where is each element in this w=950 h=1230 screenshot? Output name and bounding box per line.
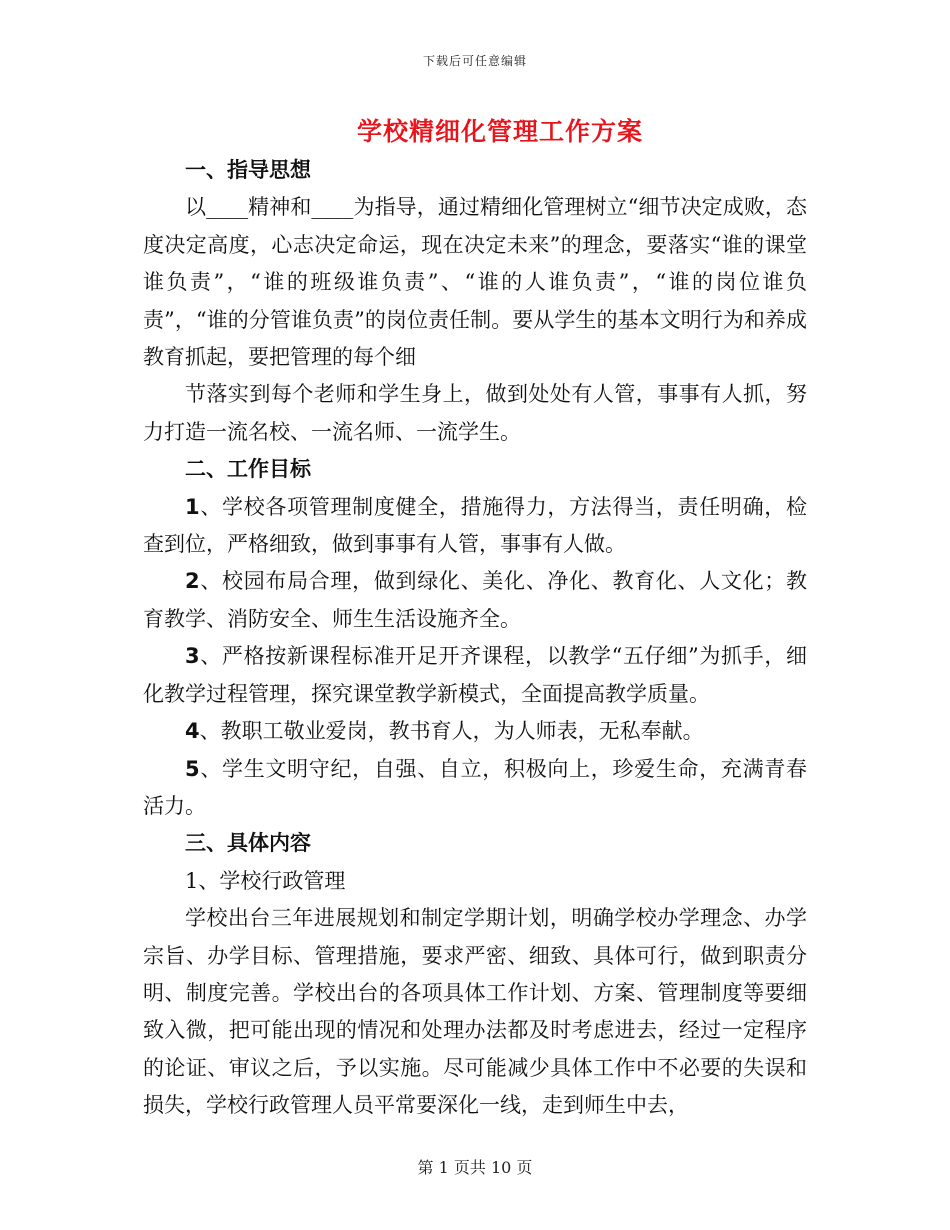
page-footer: 第 1 页共 10 页: [417, 1158, 533, 1177]
subsection-heading: 1、学校行政管理: [185, 868, 346, 893]
item-number: 4: [185, 719, 200, 744]
section-heading: 三、具体内容: [185, 831, 311, 856]
list-item: [143, 713, 807, 750]
item-text: 、学生文明守纪，自强、自立，积极向上，珍爱生命，充满青春活力。: [143, 756, 807, 818]
item-number: 3: [185, 644, 200, 669]
list-item: [143, 638, 807, 713]
paragraph: 以____精神和____为指导，通过精细化管理树立“细节决定成败，态度决定高度，心志决定命运，现在决定未来”的理念，要落实“谁的课堂谁负责”，“谁的班级谁负责”、“谁的人谁负责”，“谁的岗位谁负责”，“谁的分管谁负责”的岗位责任制。要从学生的基本文明行为和养成教育抓起，要把管理的每个细: [143, 195, 807, 370]
list-item: [143, 489, 807, 564]
paragraph: 学校出台三年进展规划和制定学期计划，明确学校办学理念、办学宗旨、办学目标、管理措施，要求严密、细致、具体可行，做到职责分明、制度完善。学校出台的各项具体工作计划、方案、管理制度等要细致入微，把可能出现的情况和处理办法都及时考虑进去，经过一定程序的论证、审议之后，予以实施。尽可能减少具体工作中不必要的失误和损失，学校行政管理人员平常要深化一线，走到师生中去，: [143, 906, 807, 1118]
item-text: 、校园布局合理，做到绿化、美化、净化、教育化、人文化；教育教学、消防安全、师生生活设施齐全。: [143, 569, 807, 631]
section-heading: 一、指导思想: [185, 158, 311, 182]
document-title: 学校精细化管理工作方案: [356, 117, 643, 146]
item-text: 、教职工敬业爱岗，教书育人，为人师表，无私奉献。: [199, 719, 704, 744]
item-text: 、学校各项管理制度健全，措施得力，方法得当，责任明确，检查到位，严格细致，做到事事有人管，事事有人做。: [143, 494, 807, 557]
item-number: 1: [185, 494, 200, 519]
list-item: [143, 563, 807, 638]
header-note: 下载后可任意编辑: [422, 54, 527, 68]
section-heading: 二、工作目标: [185, 457, 311, 482]
item-number: 2: [185, 569, 200, 594]
paragraph: 节落实到每个老师和学生身上，做到处处有人管，事事有人抓，努力打造一流名校、一流名师、一流学生。: [143, 382, 807, 444]
item-text: 、严格按新课程标准开足开齐课程，以教学“五仔细”为抓手，细化教学过程管理，探究课堂教学新模式，全面提高教学质量。: [143, 644, 807, 706]
item-number: 5: [185, 756, 200, 781]
list-item: [143, 751, 807, 826]
document-body: [143, 152, 807, 1125]
